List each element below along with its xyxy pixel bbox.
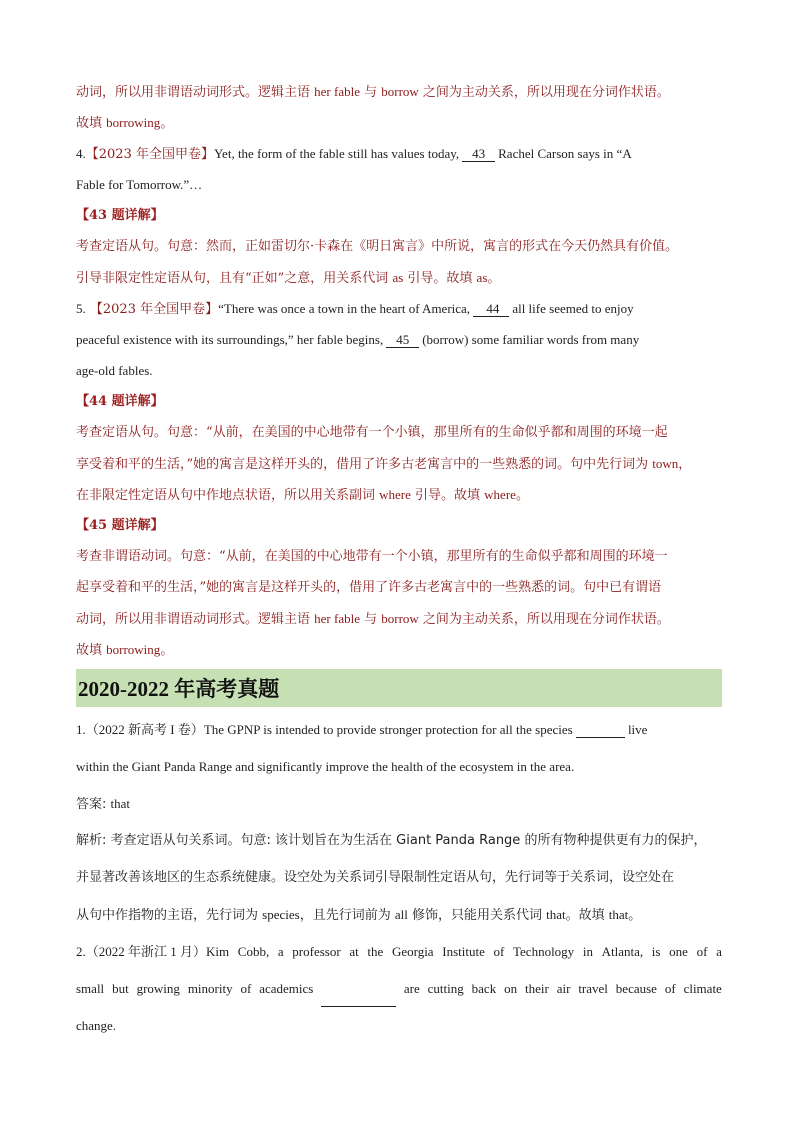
section-question-1-line-2: within the Giant Panda Range and significantly improve the health of the ecosystem in the area.: [76, 759, 575, 774]
question-4-blank: 43: [462, 147, 495, 162]
section-question-1-analysis-line-3: 从句中作指物的主语，先行词为 species，且先行词前为 all 修饰，只能用关系代词 that。故填 that。: [76, 907, 642, 923]
question-4-source: 【2023 年全国甲卷】: [85, 147, 214, 162]
section-question-2-line-1-word: Atlanta,: [601, 944, 644, 959]
section-question-2-line-1-word: Technology: [513, 944, 575, 959]
section-question-2-line-1-word: of: [493, 944, 505, 959]
question-43-explain-line-1: 考查定语从句。句意：然而，正如雷切尔·卡森在《明日寓言》中所说，寓言的形式在今天仍然具有价值。: [76, 239, 679, 254]
section-question-2-line-1-word: in: [582, 944, 593, 959]
section-question-2-line-1-word: one: [669, 944, 688, 959]
question-45-explain-line-2: 起享受着和平的生活，”她的寓言是这样开头的，借用了许多古老寓言中的一些熟悉的词。句中已有谓语: [76, 580, 662, 595]
section-question-2-line-1: [76, 933, 722, 970]
section-question-2-line-2-word: climate: [683, 981, 722, 996]
section-question-2-line-1-word: the: [367, 944, 384, 959]
top-explanation-line-2: 故填 borrowing。: [76, 115, 174, 131]
section-question-2-line-2-word: on: [504, 981, 518, 996]
question-5-source: 【2023 年全国甲卷】: [89, 302, 219, 317]
section-question-2-line-2-word: small: [76, 981, 105, 996]
question-45-explain-line-3: 动词，所以用非谓语动词形式。逻辑主语 her fable 与 borrow 之间为主动关系，所以用现在分词作状语。: [76, 611, 670, 627]
section-question-2-line-2-word: growing: [136, 981, 180, 996]
section-question-2-line-1-word: a: [277, 944, 284, 959]
question-44-explain-line-2: 享受着和平的生活，”她的寓言是这样开头的，借用了许多古老寓言中的一些熟悉的词。句中先行词为 town，: [76, 456, 692, 472]
question-45-detail-title: 【45 题详解】: [76, 518, 164, 533]
section-question-2-line-1-word: Institute: [442, 944, 485, 959]
section-question-2-line-1-word: is: [651, 944, 661, 959]
question-5-line-2: peaceful existence with its surroundings,” her fable begins, 45 (borrow) some familiar words from many: [76, 332, 640, 347]
section-question-2-line-1-word: at: [349, 944, 359, 959]
section-question-2-line-1-word: 2.（2022 年浙江 1 月）Kim: [76, 944, 230, 959]
section-title: 2020-2022 年高考真题: [78, 677, 280, 701]
section-question-2-line-1-word: Georgia: [391, 944, 434, 959]
section-question-2-line-2-word: travel: [578, 981, 608, 996]
question-44-explain-line-1: 考查定语从句。句意：“从前，在美国的中心地带有一个小镇，那里所有的生命似乎都和周围的环境一起: [76, 425, 668, 440]
section-question-2-line-1-word: a: [716, 944, 722, 959]
section-question-2-line-2-word: are: [403, 981, 420, 996]
top-explanation-line-1: 动词，所以用非谓语动词形式。逻辑主语 her fable 与 borrow 之间为主动关系，所以用现在分词作状语。: [76, 84, 670, 100]
section-question-2-line-3: change.: [76, 1018, 117, 1033]
section-question-2-line-2-word: of: [664, 981, 676, 996]
question-45-explain-line-1: 考查非谓语动词。句意：“从前，在美国的中心地带有一个小镇，那里所有的生命似乎都和周围的环境一: [76, 549, 668, 564]
section-question-1-answer: 答案: that: [76, 796, 131, 812]
section-question-2-line-1-word: of: [696, 944, 708, 959]
section-question-1-analysis-line-2: 并显著改善该地区的生态系统健康。设空处为关系词引导限制性定语从句，先行词等于关系词，设空处在: [76, 870, 675, 885]
section-question-1-blank: [576, 723, 625, 738]
question-5-line-1: 5. 【2023 年全国甲卷】“There was once a town in the heart of America, 44 all life seemed to enjoy: [76, 301, 634, 317]
question-43-explain-line-2: 引导非限定性定语从句，且有“正如”之意，用关系代词 as 引导。故填 as。: [76, 270, 501, 286]
section-question-2-blank: [321, 970, 396, 1007]
question-45-blank: 45: [386, 333, 419, 348]
section-question-1-line-1: 1.（2022 新高考 I 卷）The GPNP is intended to provide stronger protection for all the species live: [76, 722, 648, 737]
section-question-2-line-1-word: professor: [292, 944, 341, 959]
section-header: [76, 669, 722, 707]
question-43-detail-title: 【43 题详解】: [76, 208, 164, 223]
question-4-line-1: 4.【2023 年全国甲卷】Yet, the form of the fable still has values today, 43 Rachel Carson says in “A: [76, 146, 632, 162]
question-5-line-3: age-old fables.: [76, 363, 153, 378]
section-question-2-line-1-word: Cobb,: [237, 944, 270, 959]
section-question-2-line-2-word: because: [615, 981, 657, 996]
section-question-2-line-2-word: minority: [187, 981, 233, 996]
question-44-blank: 44: [473, 302, 509, 317]
section-question-2-line-2-word: cutting: [427, 981, 464, 996]
section-question-2-line-2-word: air: [556, 981, 571, 996]
section-question-1-analysis-line-1: 解析: 考查定语从句关系词。句意: 该计划旨在为生活在 Giant Panda Range 的所有物种提供更有力的保护，: [76, 833, 707, 848]
section-question-2-line-2-word: academics: [259, 981, 314, 996]
section-question-2-line-2: [76, 970, 722, 1007]
question-4-line-2: Fable for Tomorrow.”…: [76, 177, 203, 192]
section-question-2-line-2-word: of: [240, 981, 252, 996]
question-45-explain-line-4: 故填 borrowing。: [76, 642, 174, 658]
section-question-2-line-2-word: but: [112, 981, 129, 996]
question-44-detail-title: 【44 题详解】: [76, 394, 164, 409]
section-question-2-line-2-word: back: [471, 981, 497, 996]
question-44-explain-line-3: 在非限定性定语从句中作地点状语，所以用关系副词 where 引导。故填 where。: [76, 487, 529, 503]
section-question-2-line-2-word: their: [524, 981, 549, 996]
document-page: [76, 76, 722, 1044]
